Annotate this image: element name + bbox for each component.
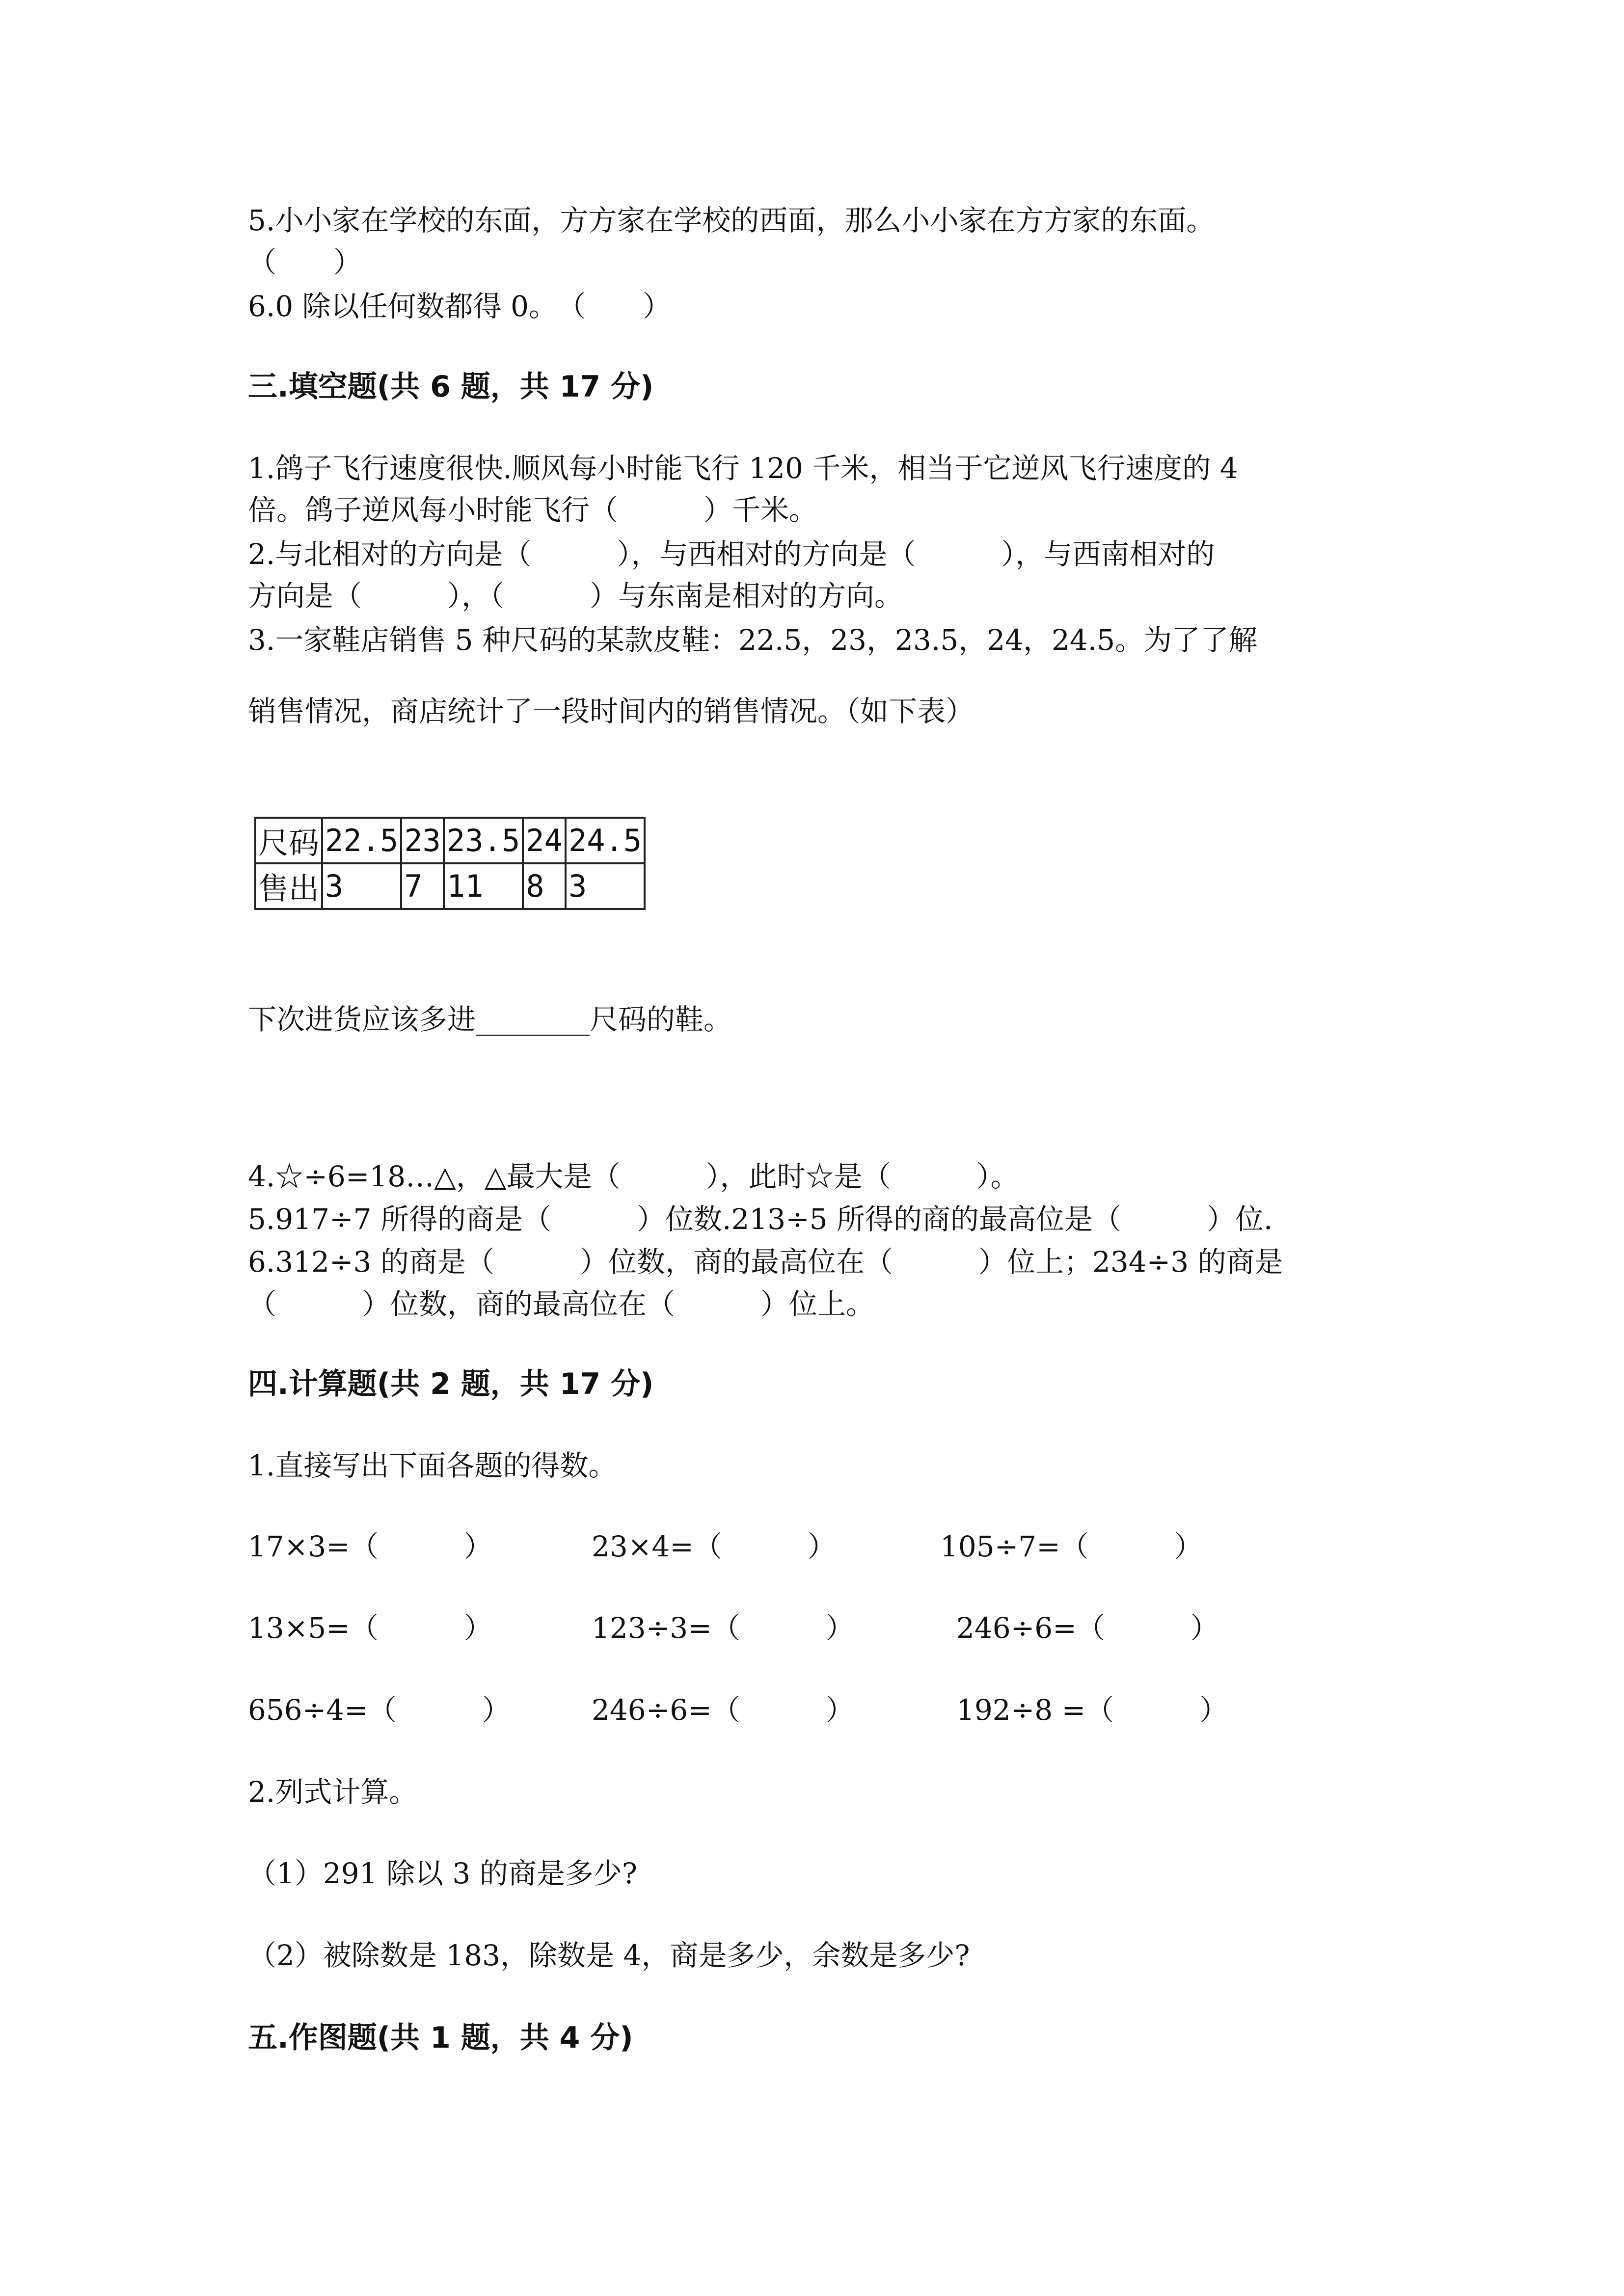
calc-item: 123÷3=（ ） (592, 1611, 854, 1645)
fill-q6-line2: （ ）位数，商的最高位在（ ）位上。 (248, 1287, 875, 1321)
fill-q3-answer[interactable]: 下次进货应该多进________尺码的鞋。 (248, 1003, 732, 1036)
fill-q5: 5.917÷7 所得的商是（ ）位数.213÷5 所得的商的最高位是（ ）位. (248, 1202, 1273, 1236)
table-cell: 3 (566, 863, 645, 909)
shoe-size-table (254, 817, 646, 910)
calc-item: 23×4=（ ） (592, 1530, 836, 1563)
table-cell: 7 (401, 863, 444, 909)
calc-item: 192÷8 =（ ） (956, 1693, 1228, 1727)
fill-q2-line1: 2.与北相对的方向是（ ），与西相对的方向是（ ），与西南相对的 (248, 537, 1215, 571)
calc-item: 17×3=（ ） (248, 1530, 492, 1563)
section-4-heading: 四.计算题(共 2 题，共 17 分) (248, 1367, 654, 1401)
table-cell: 22.5 (322, 818, 401, 863)
calc-item: 656÷4=（ ） (248, 1693, 511, 1727)
table-cell: 3 (322, 863, 401, 909)
judge-item-6: 6.0 除以任何数都得 0。 （ ） (248, 290, 672, 323)
table-cell: 23 (401, 818, 444, 863)
calc-item: 13×5=（ ） (248, 1611, 492, 1645)
table-cell: 8 (523, 863, 566, 909)
calc-q1-label: 1.直接写出下面各题的得数。 (248, 1449, 617, 1482)
fill-q4: 4.☆÷6=18…△，△最大是（ ），此时☆是（ ）。 (248, 1160, 1019, 1193)
calc-q2-item-1: （1）291 除以 3 的商是多少? (248, 1857, 637, 1890)
table-row-size (255, 818, 645, 863)
table-cell: 24 (523, 818, 566, 863)
fill-q6-line1: 6.312÷3 的商是（ ）位数，商的最高位在（ ）位上；234÷3 的商是 (248, 1245, 1283, 1279)
calc-q2-item-2: （2）被除数是 183，除数是 4，商是多少，余数是多少? (248, 1939, 970, 1972)
table-cell: 尺码 (255, 818, 322, 863)
judge-item-5-line1: 5.小小家在学校的东面，方方家在学校的西面，那么小小家在方方家的东面。 (248, 204, 1215, 237)
fill-q3-line2: 销售情况，商店统计了一段时间内的销售情况。（如下表） (248, 694, 974, 728)
calc-q2-label: 2.列式计算。 (248, 1775, 418, 1809)
table-cell: 23.5 (444, 818, 523, 863)
table-cell: 11 (444, 863, 523, 909)
judge-item-5-answer[interactable]: （ ） (248, 245, 362, 279)
fill-q2-line2: 方向是（ ），（ ）与东南是相对的方向。 (248, 579, 903, 613)
fill-q3-line1: 3.一家鞋店销售 5 种尺码的某款皮鞋：22.5，23，23.5，24，24.5。为了了解 (248, 623, 1258, 657)
calc-item: 246÷6=（ ） (592, 1693, 854, 1727)
section-5-heading: 五.作图题(共 1 题，共 4 分) (248, 2021, 633, 2055)
table-cell: 售出 (255, 863, 322, 909)
fill-q1-line2: 倍。鸽子逆风每小时能飞行（ ）千米。 (248, 493, 818, 527)
section-3-heading: 三.填空题(共 6 题，共 17 分) (248, 370, 654, 404)
table-row-sold (255, 863, 645, 909)
calc-item: 246÷6=（ ） (956, 1611, 1219, 1645)
fill-q1-line1: 1.鸽子飞行速度很快.顺风每小时能飞行 120 千米，相当于它逆风飞行速度的 4 (248, 452, 1238, 485)
table-cell: 24.5 (566, 818, 645, 863)
calc-item: 105÷7=（ ） (940, 1530, 1203, 1563)
